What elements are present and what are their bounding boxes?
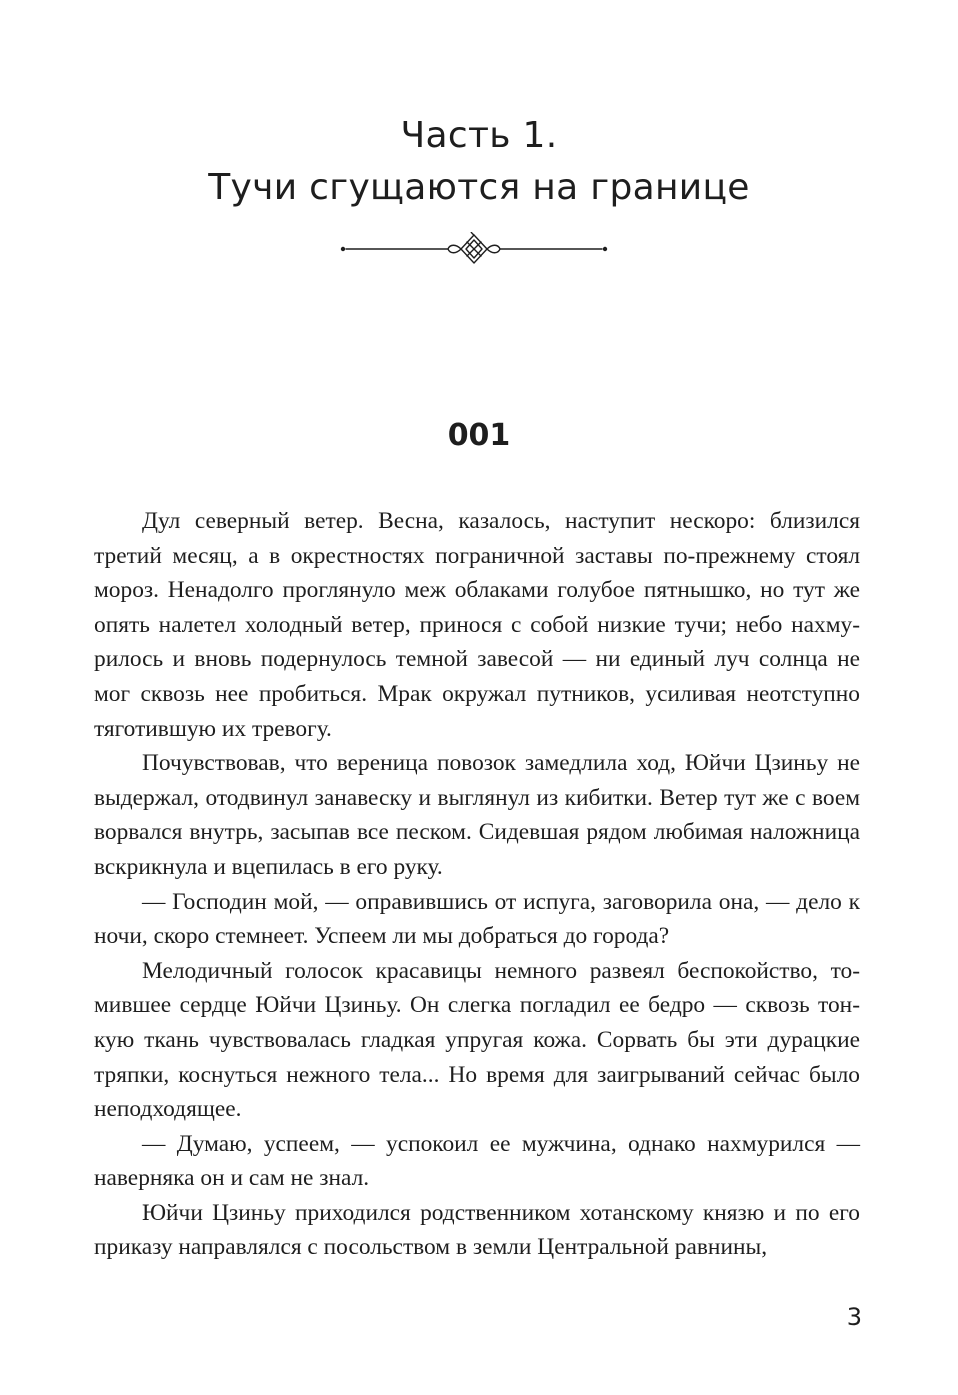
- paragraph: Мелодичный голосок красавицы немного развеял беспокойство, томившее сердце Юйчи Цзиньу. Он слегка погладил ее бедро — сквозь тонкую ткань чувствовалась гладкая упругая кожа. Сорвать бы эти дурацкие тряпки, коснуться нежного тела... Но время для заигрываний сейчас было неподходящее.: [94, 957, 860, 1123]
- body-text: [94, 504, 860, 1265]
- paragraph: Почувствовав, что вереница повозок замедлила ход, Юйчи Цзиньу не выдержал, отодвинул занавеску и выглянул из кибитки. Ветер тут же с воем ворвался внутрь, засыпав все песком. Сидевшая рядом любимая наложница вскрикнула и вцепилась в его руку.: [94, 750, 860, 880]
- page-number: 3: [846, 1303, 862, 1331]
- diamond-knot-divider-icon: [340, 232, 608, 266]
- part-title-line-2: Тучи сгущаются на границе: [208, 167, 750, 208]
- paragraph: — Думаю, успеем, — успокоил ее мужчина, однако нахмурился — наверняка он и сам не знал.: [94, 1130, 860, 1192]
- part-title-line-1: Часть 1.: [400, 115, 558, 156]
- paragraph: — Господин мой, — оправившись от испуга, заговорила она, — дело к ночи, скоро стемнеет. Успеем ли мы добраться до города?: [94, 888, 860, 950]
- paragraph: Юйчи Цзиньу приходился родственником хотанскому князю и по его приказу направлялся с посольством в земли Центральной равнины,: [94, 1199, 860, 1261]
- paragraph: Дул северный ветер. Весна, казалось, наступит нескоро: близился третий месяц, а в окрестностях пограничной заставы по-прежнему стоял мороз. Ненадолго проглянуло меж облаками голубое пятнышко, но тут же опять налетел холодный ветер, принося с собой низкие тучи; небо нахмурилось и вновь подернулось темной завесой — ни единый луч солнца не мог сквозь нее пробиться. Мрак окружал путников, усиливая неотступно тяготившую их тревогу.: [94, 508, 860, 742]
- chapter-number: 001: [447, 418, 511, 453]
